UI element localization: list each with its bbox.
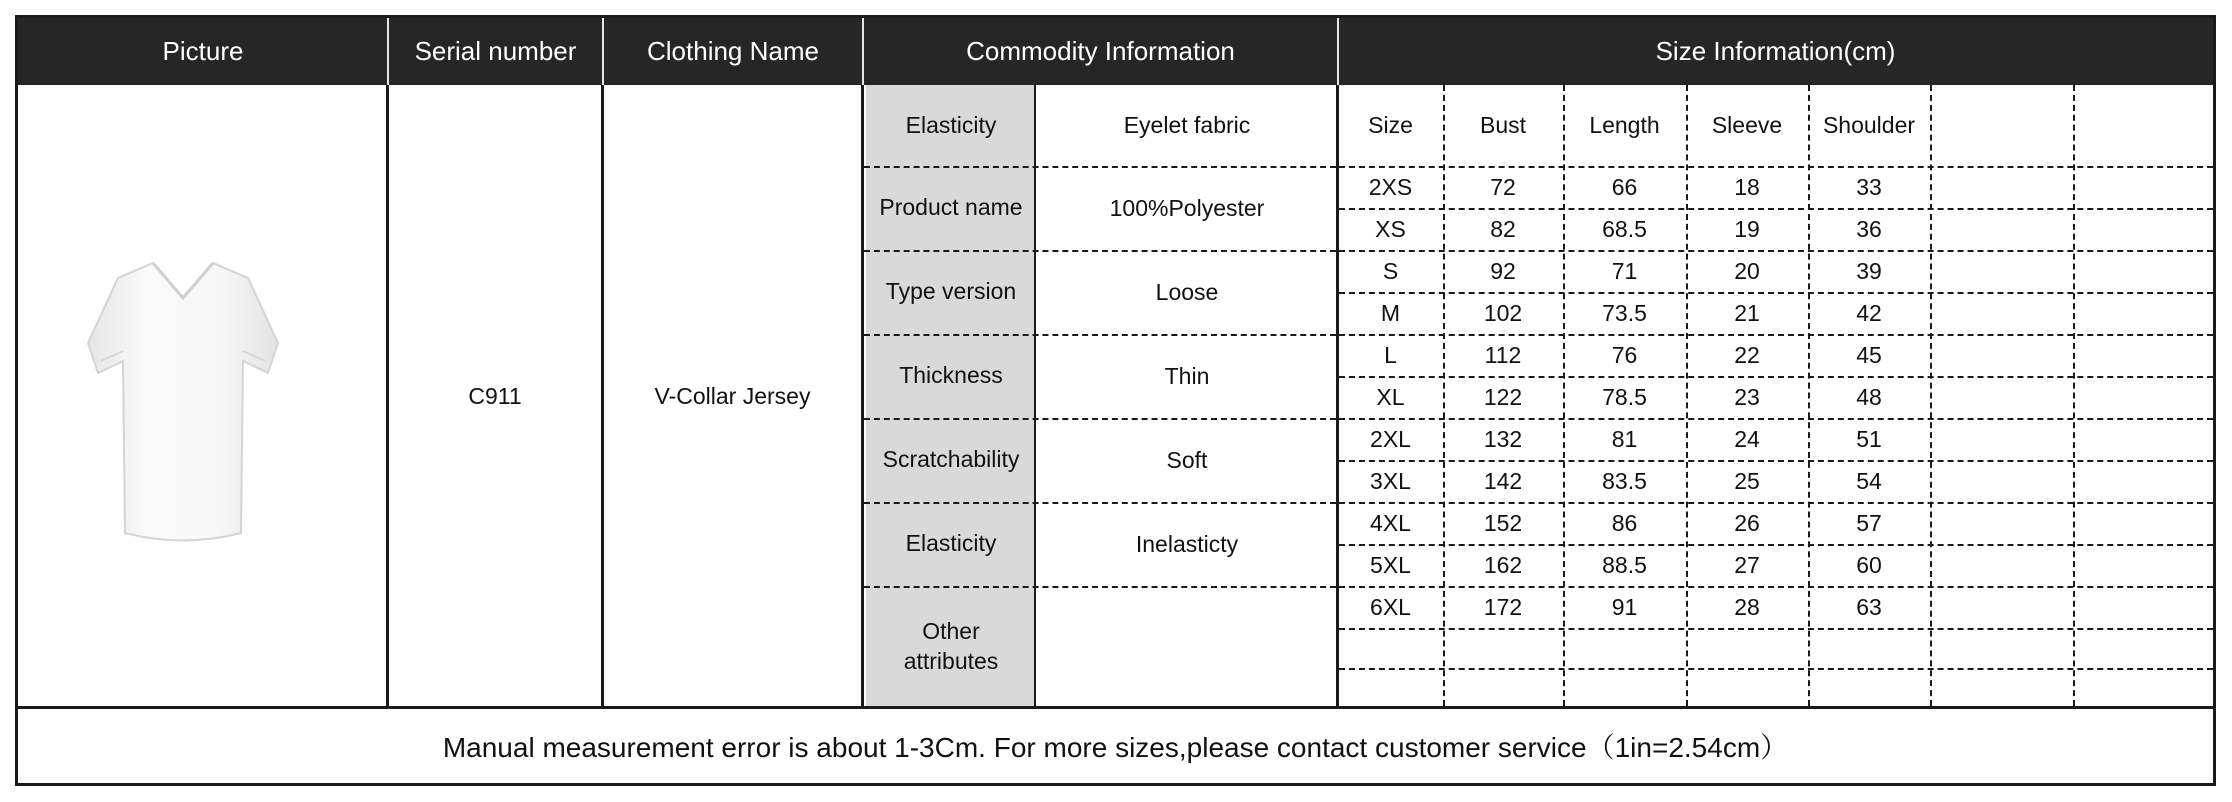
attr-label: Type version [866,250,1036,334]
size-cell: 21 [1734,299,1760,326]
header-divider [602,18,604,85]
attr-label: Elasticity [866,85,1036,166]
column-divider [1808,85,1810,706]
size-cell: M [1380,299,1401,326]
header-serial-number: Serial number [388,18,603,85]
size-cell: 54 [1856,467,1882,494]
row-divider [1339,376,2213,378]
size-cell [2073,208,2213,250]
size-column-header [2073,85,2213,166]
size-cell [1338,668,1443,708]
size-cell [1930,376,2073,418]
size-cell: 92 [1490,257,1516,284]
size-cell: 71 [1611,257,1638,284]
size-cell: 122 [1483,383,1523,410]
size-cell: 142 [1483,467,1523,494]
size-cell [2073,334,2213,376]
size-cell: 18 [1734,173,1760,200]
size-cell: 91 [1611,593,1638,620]
size-cell [2073,250,2213,292]
header-commodity-information: Commodity Information [863,18,1338,85]
size-cell: 76 [1611,341,1638,368]
column-divider [1034,85,1036,708]
size-cell: 112 [1484,341,1522,368]
size-cell: 42 [1856,299,1882,326]
column-divider [2073,85,2075,706]
row-divider [864,418,1336,420]
row-divider [1339,334,2213,336]
row-divider [1339,668,2213,670]
size-cell [1930,502,2073,544]
size-cell [1686,668,1808,708]
attr-value: Soft [1166,446,1208,473]
size-cell: 6XL [1370,593,1411,620]
size-cell [2073,544,2213,586]
size-cell [1338,628,1443,668]
size-cell: 73.5 [1602,299,1647,326]
size-cell: 23 [1734,383,1760,410]
size-column-header: Length [1589,112,1660,138]
column-divider [1443,85,1445,706]
header-picture: Picture [18,18,388,85]
size-cell [1930,292,2073,334]
header-size-information: Size Information(cm) [1338,18,2213,85]
size-cell: 57 [1856,509,1882,536]
size-cell [1930,628,2073,668]
footer-note: Manual measurement error is about 1-3Cm. For more sizes,please contact customer service（1in=2.54cm） [442,731,1789,763]
size-cell [2073,628,2213,668]
size-column-header: Sleeve [1711,112,1783,138]
size-cell: 82 [1490,215,1516,242]
size-cell: S [1382,257,1399,284]
row-divider [1339,208,2213,210]
size-cell: 68.5 [1602,215,1647,242]
header-divider [387,18,389,85]
size-cell [2073,292,2213,334]
size-cell: 88.5 [1602,551,1647,578]
serial-number-value: C911 [468,383,522,409]
header-divider [862,18,864,85]
size-cell: 2XS [1368,173,1413,200]
size-cell: 27 [1734,551,1760,578]
size-cell: 83.5 [1602,467,1647,494]
size-cell [2073,460,2213,502]
size-cell: 28 [1734,593,1760,620]
size-cell: 132 [1483,425,1523,452]
size-cell: 45 [1856,341,1882,368]
attr-value: Loose [1155,278,1219,305]
size-cell: 51 [1856,425,1882,452]
size-cell: 86 [1611,509,1638,536]
size-cell [1930,208,2073,250]
size-cell: 24 [1734,425,1760,452]
size-cell: 66 [1611,173,1638,200]
size-column-header: Bust [1479,112,1527,138]
size-column-header: Size [1368,112,1413,138]
size-column-header [1930,85,2073,166]
attr-value: Inelasticty [1135,530,1239,557]
size-cell: 162 [1483,551,1523,578]
size-cell: 33 [1856,173,1882,200]
row-divider [1339,460,2213,462]
size-cell [1930,460,2073,502]
size-cell: L [1384,341,1397,368]
column-divider [1930,85,1932,706]
attr-label: Thickness [866,334,1036,418]
attr-value: Eyelet fabric [1123,112,1251,138]
size-cell: 3XL [1370,467,1411,494]
size-cell [1808,628,1930,668]
row-divider [864,334,1336,336]
size-cell: 2XL [1370,425,1411,452]
size-cell: 36 [1856,215,1882,242]
size-cell [1443,668,1563,708]
size-cell: XS [1375,215,1406,242]
size-cell: 39 [1856,257,1882,284]
size-cell [1686,628,1808,668]
size-cell [2073,502,2213,544]
size-cell [1930,586,2073,628]
attr-label: Elasticity [866,502,1036,586]
size-cell [1930,166,2073,208]
size-cell: 26 [1734,509,1760,536]
size-cell [1930,418,2073,460]
row-divider [1339,502,2213,504]
row-divider [1339,586,2213,588]
size-cell: 22 [1734,341,1760,368]
size-cell [1808,668,1930,708]
header-divider [1337,18,1339,85]
size-cell: 72 [1490,173,1516,200]
size-cell: XL [1376,383,1405,410]
header-clothing-name: Clothing Name [603,18,863,85]
size-cell: 19 [1734,215,1760,242]
size-cell [2073,376,2213,418]
size-cell [1930,250,2073,292]
column-divider [861,85,864,708]
size-cell [2073,586,2213,628]
attr-value [1036,586,1338,708]
row-divider [864,166,1336,168]
row-divider [1339,292,2213,294]
row-divider [1339,544,2213,546]
row-divider [1339,166,2213,168]
column-divider [1686,85,1688,706]
size-cell [1443,628,1563,668]
size-cell [1930,334,2073,376]
size-cell: 25 [1734,467,1760,494]
size-cell: 78.5 [1602,383,1647,410]
size-cell: 102 [1483,299,1523,326]
size-cell: 63 [1856,593,1882,620]
size-cell: 60 [1856,551,1882,578]
size-cell: 4XL [1370,509,1411,536]
attr-label: Scratchability [866,418,1036,502]
row-divider [864,250,1336,252]
size-chart-sheet [15,15,2216,786]
size-cell: 152 [1483,509,1523,536]
attr-label: Other attributes [866,586,1036,708]
attr-label: Product name [866,166,1036,250]
size-cell: 20 [1734,257,1760,284]
size-cell [2073,166,2213,208]
size-cell [1563,668,1686,708]
row-divider [1339,418,2213,420]
size-cell: 48 [1856,383,1882,410]
row-divider [864,586,1336,588]
attr-value: Thin [1164,362,1210,389]
size-column-header: Shoulder [1822,112,1916,138]
size-cell [2073,668,2213,708]
column-divider [1563,85,1565,706]
white-v-neck-tshirt-icon [83,243,283,563]
size-cell [1930,544,2073,586]
row-divider [1339,250,2213,252]
row-divider [1339,628,2213,630]
size-cell [1563,628,1686,668]
clothing-name-value: V-Collar Jersey [654,383,811,409]
row-divider [864,502,1336,504]
attr-value: 100%Polyester [1109,194,1265,221]
size-cell: 5XL [1370,551,1411,578]
size-cell [1930,668,2073,708]
size-cell: 172 [1483,593,1523,620]
size-cell: 81 [1611,425,1638,452]
size-cell [2073,418,2213,460]
